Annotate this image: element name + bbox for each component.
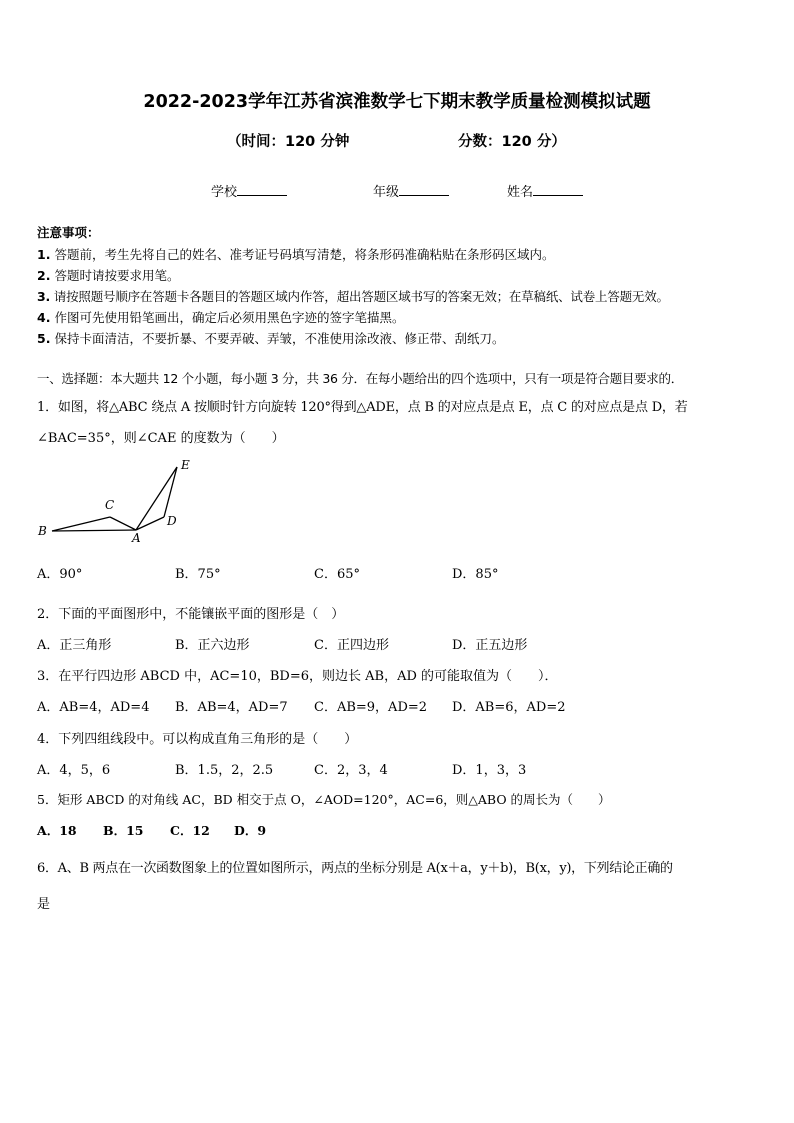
notice-item: 3. 请按照题号顺序在答题卡各题目的答题区域内作答，超出答题区域书写的答案无效；在草稿纸、试卷上答题无效。 [37,289,669,304]
q5-option-a: A．18 [37,823,77,838]
notice-item: 4. 作图可先使用铅笔画出，确定后必须用黑色字迹的签字笔描黑。 [37,310,405,325]
q1-option-d: D．85° [452,567,499,582]
question-2: 2．下面的平面图形中，不能镶嵌平面的图形是（ ） [37,607,345,622]
grade-field [373,181,449,200]
exam-score: 分数：120 分） [458,134,566,150]
school-field [211,181,287,200]
q1-option-b: B．75° [175,567,221,582]
notice-item: 1. 答题前，考生先将自己的姓名、准考证号码填写清楚，将条形码准确粘贴在条形码区域内。 [37,247,555,262]
q3-option-a: A．AB=4，AD=4 [37,700,150,715]
question-4: 4．下列四组线段中。可以构成直角三角形的是（ ） [37,732,358,747]
school-blank [237,183,287,196]
q2-option-d: D．正五边形 [452,638,528,653]
rotation-figure [30,455,200,545]
q5-option-d: D．9 [234,823,267,838]
notice-heading: 注意事项： [37,225,100,240]
segment-BA [52,530,136,531]
exam-time: （时间：120 分钟 [227,134,350,150]
q4-option-b: B．1.5，2，2.5 [175,763,274,778]
name-field [507,181,583,200]
question-3: 3．在平行四边形 ABCD 中，AC=10，BD=6，则边长 AB，AD 的可能取值为（ ）． [37,669,558,684]
question-1-line2: ∠BAC=35°，则∠CAE 的度数为（ ） [37,431,285,446]
segment-BC [52,517,110,531]
name-label: 姓名 [507,185,534,200]
question-6-line2: 是 [37,897,51,912]
question-1-line1: 1．如图，将△ABC 绕点 A 按顺时针方向旋转 120°得到△ADE，点 B 的对应点是点 E，点 C 的对应点是点 D，若 [37,400,688,415]
grade-blank [399,183,449,196]
label-E: E [181,458,190,472]
question-6-line1: 6．A、B 两点在一次函数图象上的位置如图所示，两点的坐标分别是 A(x＋a，y＋b)，B(x，y)，下列结论正确的 [37,861,673,876]
school-label: 学校 [211,185,238,200]
section-heading: 一、选择题：本大题共 12 个小题，每小题 3 分，共 36 分．在每小题给出的四个选项中，只有一项是符合题目要求的． [37,371,683,386]
q4-option-a: A．4，5，6 [37,763,111,778]
notice-item: 2. 答题时请按要求用笔。 [37,268,180,283]
name-blank [533,183,583,196]
q3-option-d: D．AB=6，AD=2 [452,700,566,715]
label-A: A [132,531,141,545]
question-5: 5．矩形 ABCD 的对角线 AC，BD 相交于点 O，∠AOD=120°，AC=6，则△ABO 的周长为（ ） [37,792,611,807]
q5-option-c: C．12 [170,823,210,838]
q2-option-b: B．正六边形 [175,638,250,653]
segment-DE [164,467,177,517]
grade-label: 年级 [373,185,400,200]
q2-option-c: C．正四边形 [314,638,389,653]
notice-item: 5. 保持卡面清洁，不要折暴、不要弄破、弄皱，不准使用涂改液、修正带、刮纸刀。 [37,331,505,346]
q4-option-c: C．2，3，4 [314,763,388,778]
label-B: B [38,524,47,538]
q1-option-a: A．90° [37,567,83,582]
page-title: 2022-2023学年江苏省滨淮数学七下期末教学质量检测模拟试题 [143,92,651,112]
q1-option-c: C．65° [314,567,360,582]
figure-lines [52,467,177,531]
label-C: C [105,498,115,512]
segment-CA [110,517,136,530]
q5-option-b: B．15 [103,823,144,838]
q2-option-a: A．正三角形 [37,638,112,653]
q3-option-c: C．AB=9，AD=2 [314,700,428,715]
q3-option-b: B．AB=4，AD=7 [175,700,288,715]
q4-option-d: D．1，3，3 [452,763,527,778]
label-D: D [167,514,177,528]
